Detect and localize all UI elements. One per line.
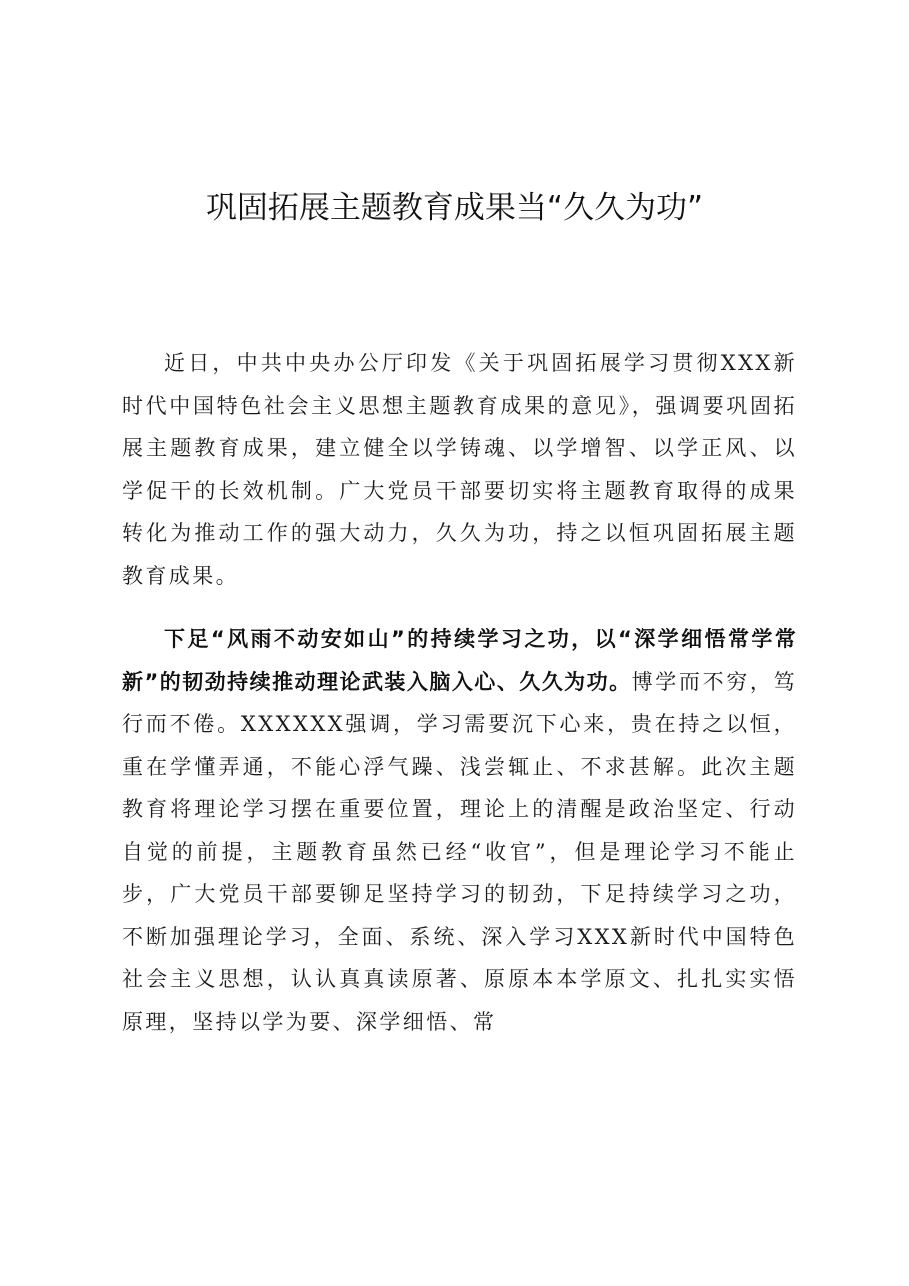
paragraph-study xyxy=(122,618,797,1043)
document-title: 巩固拓展主题教育成果当“久久为功” xyxy=(205,190,704,226)
paragraph-intro: 近日，中共中央办公厅印发《关于巩固拓展学习贯彻XXX新时代中国特色社会主义思想主题教育成果的意见》，强调要巩固拓展主题教育成果，建立健全以学铸魂、以学增智、以学正风、以学促干的长效机制。广大党员干部要切实将主题教育取得的成果转化为推动工作的强大动力，久久为功，持之以恒巩固拓展主题教育成果。 xyxy=(122,351,797,588)
paragraph-lead-sentence: 下足“风雨不动安如山”的持续学习之功，以“深学细悟常学常新”的韧劲持续推动理论武装入脑入心、久久为功。 xyxy=(122,627,797,694)
paragraph-body-text: 博学而不穷，笃行而不倦。XXXXXX强调，学习需要沉下心来，贵在持之以恒，重在学懂弄通，不能心浮气躁、浅尝辄止、不求甚解。此次主题教育将理论学习摆在重要位置，理论上的清醒是政治坚定、行动自觉的前提，主题教育虽然已经“收官”，但是理论学习不能止步，广大党员干部要铆足坚持学习的韧劲，下足持续学习之功，不断加强理论学习，全面、系统、深入学习XXX新时代中国特色社会主义思想，认认真真读原著、原原本本学原文、扎扎实实悟原理，坚持以学为要、深学细悟、常 xyxy=(122,669,797,1034)
